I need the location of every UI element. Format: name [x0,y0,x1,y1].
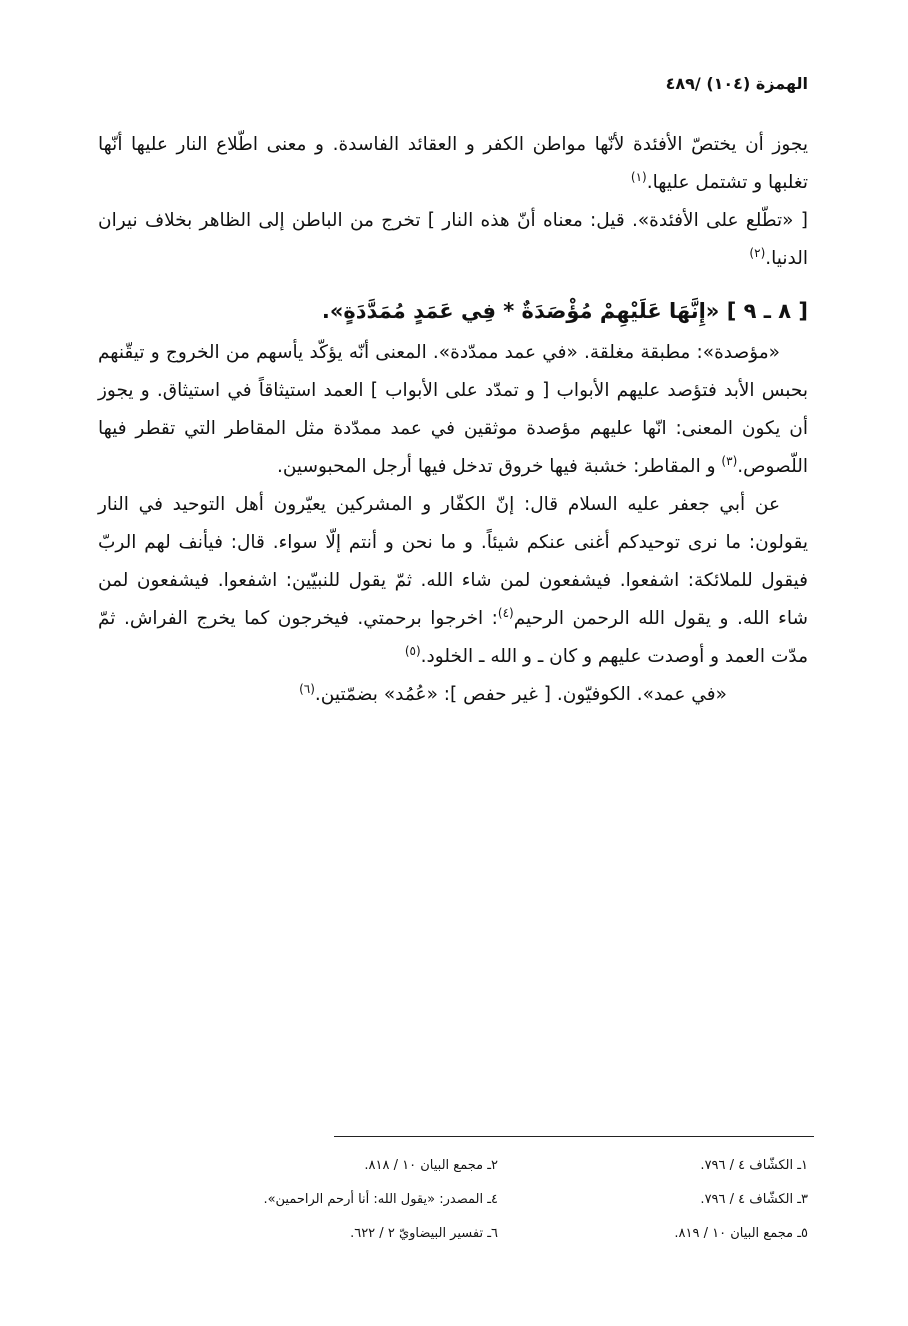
footnote-ref-5: (٥) [404,643,421,658]
quran-verse: [ ٨ ـ ٩ ] «إِنَّهَا عَلَيْهِمْ مُؤْصَدَةٌ * فِي عَمَدٍ مُمَدَّدَةٍ». [321,299,808,323]
footnote-4: ٤ـ المصدر: «يقول الله: أنا أرحم الراحمين». [263,1192,498,1207]
footnote-ref-2: (٢) [749,245,766,260]
running-header: الهمزة (١٠٤) /٤٨٩ [665,74,808,93]
paragraph-2 [98,202,808,278]
paragraph-2-text: [ «تطّلع على الأفئدة». قيل: معناه أنّ هذه النار ] تخرج من الباطن إلى الظاهر بخلاف نيران الدنيا. [98,210,808,269]
footnote-ref-6: (٦) [299,681,315,696]
paragraph-1 [98,126,808,202]
footnotes [188,1155,808,1245]
paragraph-4-mid: : اخرجوا برحمتي. فيخرجون كما يخرج الفراش. ثمّ مدّت العمد و أوصدت عليهم و كان ـ و الله ـ الخلود. [98,608,808,667]
paragraph-4 [98,486,808,676]
footnote-2: ٢ـ مجمع البيان ١٠ / ٨١٨. [364,1158,498,1173]
paragraph-5-text: «في عمد». الكوفيّون. [ غير حفص ]: «عُمُد» بضمّتين. [314,684,727,705]
paragraph-3-text: «مؤصدة»: مطبقة مغلقة. «في عمد ممدّدة». المعنى أنّه يؤكّد يأسهم من الخروج و تيقّنهم بحبس الأبد فتؤصد عليهم الأبواب [ و تمدّد على الأبواب ] العمد استيثاقاً في استيثاق. و يجوز أن يكون المعنى: انّها عليهم مؤصدة موثقين في عمد ممدّدة مثل المقاطر التي تقطر فيها اللّصوص. [98,342,808,477]
paragraph-5 [98,676,808,714]
footnote-1: ١ـ الكشّاف ٤ / ٧٩٦. [700,1158,808,1173]
footnote-3: ٣ـ الكشّاف ٤ / ٧٩٦. [700,1192,808,1207]
footnote-divider [334,1136,814,1137]
paragraph-3-tail: و المقاطر: خشبة فيها خروق تدخل فيها أرجل المحبوسين. [276,456,722,477]
footnote-ref-4: (٤) [497,605,514,620]
footnote-5: ٥ـ مجمع البيان ١٠ / ٨١٩. [674,1226,808,1241]
main-text [98,126,808,714]
footnote-ref-1: (١) [630,169,647,184]
footnote-ref-3: (٣) [721,453,738,468]
paragraph-3 [98,334,808,486]
footnote-6: ٦ـ تفسير البيضاويّ ٢ / ٦٢٢. [350,1226,498,1241]
paragraph-4-text: عن أبي جعفر عليه السلام قال: إنّ الكفّار و المشركين يعيّرون أهل التوحيد في النار يقولون: ما نرى توحيدكم أغنى عنكم شيئاً. و ما نحن و أنتم إلّا سواء. قال: فيأنف لهم الربّ فيقول للملائكة: اشفعوا. فيشفعون لمن شاء الله. ثمّ يقول للنبيّين: اشفعوا. فيشفعون لمن شاء الله. و يقول الله الرحمن الرحيم [98,494,808,629]
paragraph-1-text: يجوز أن يختصّ الأفئدة لأنّها مواطن الكفر و العقائد الفاسدة. و معنى اطّلاع النار عليها أنّها تغلبها و تشتمل عليها. [98,134,808,193]
